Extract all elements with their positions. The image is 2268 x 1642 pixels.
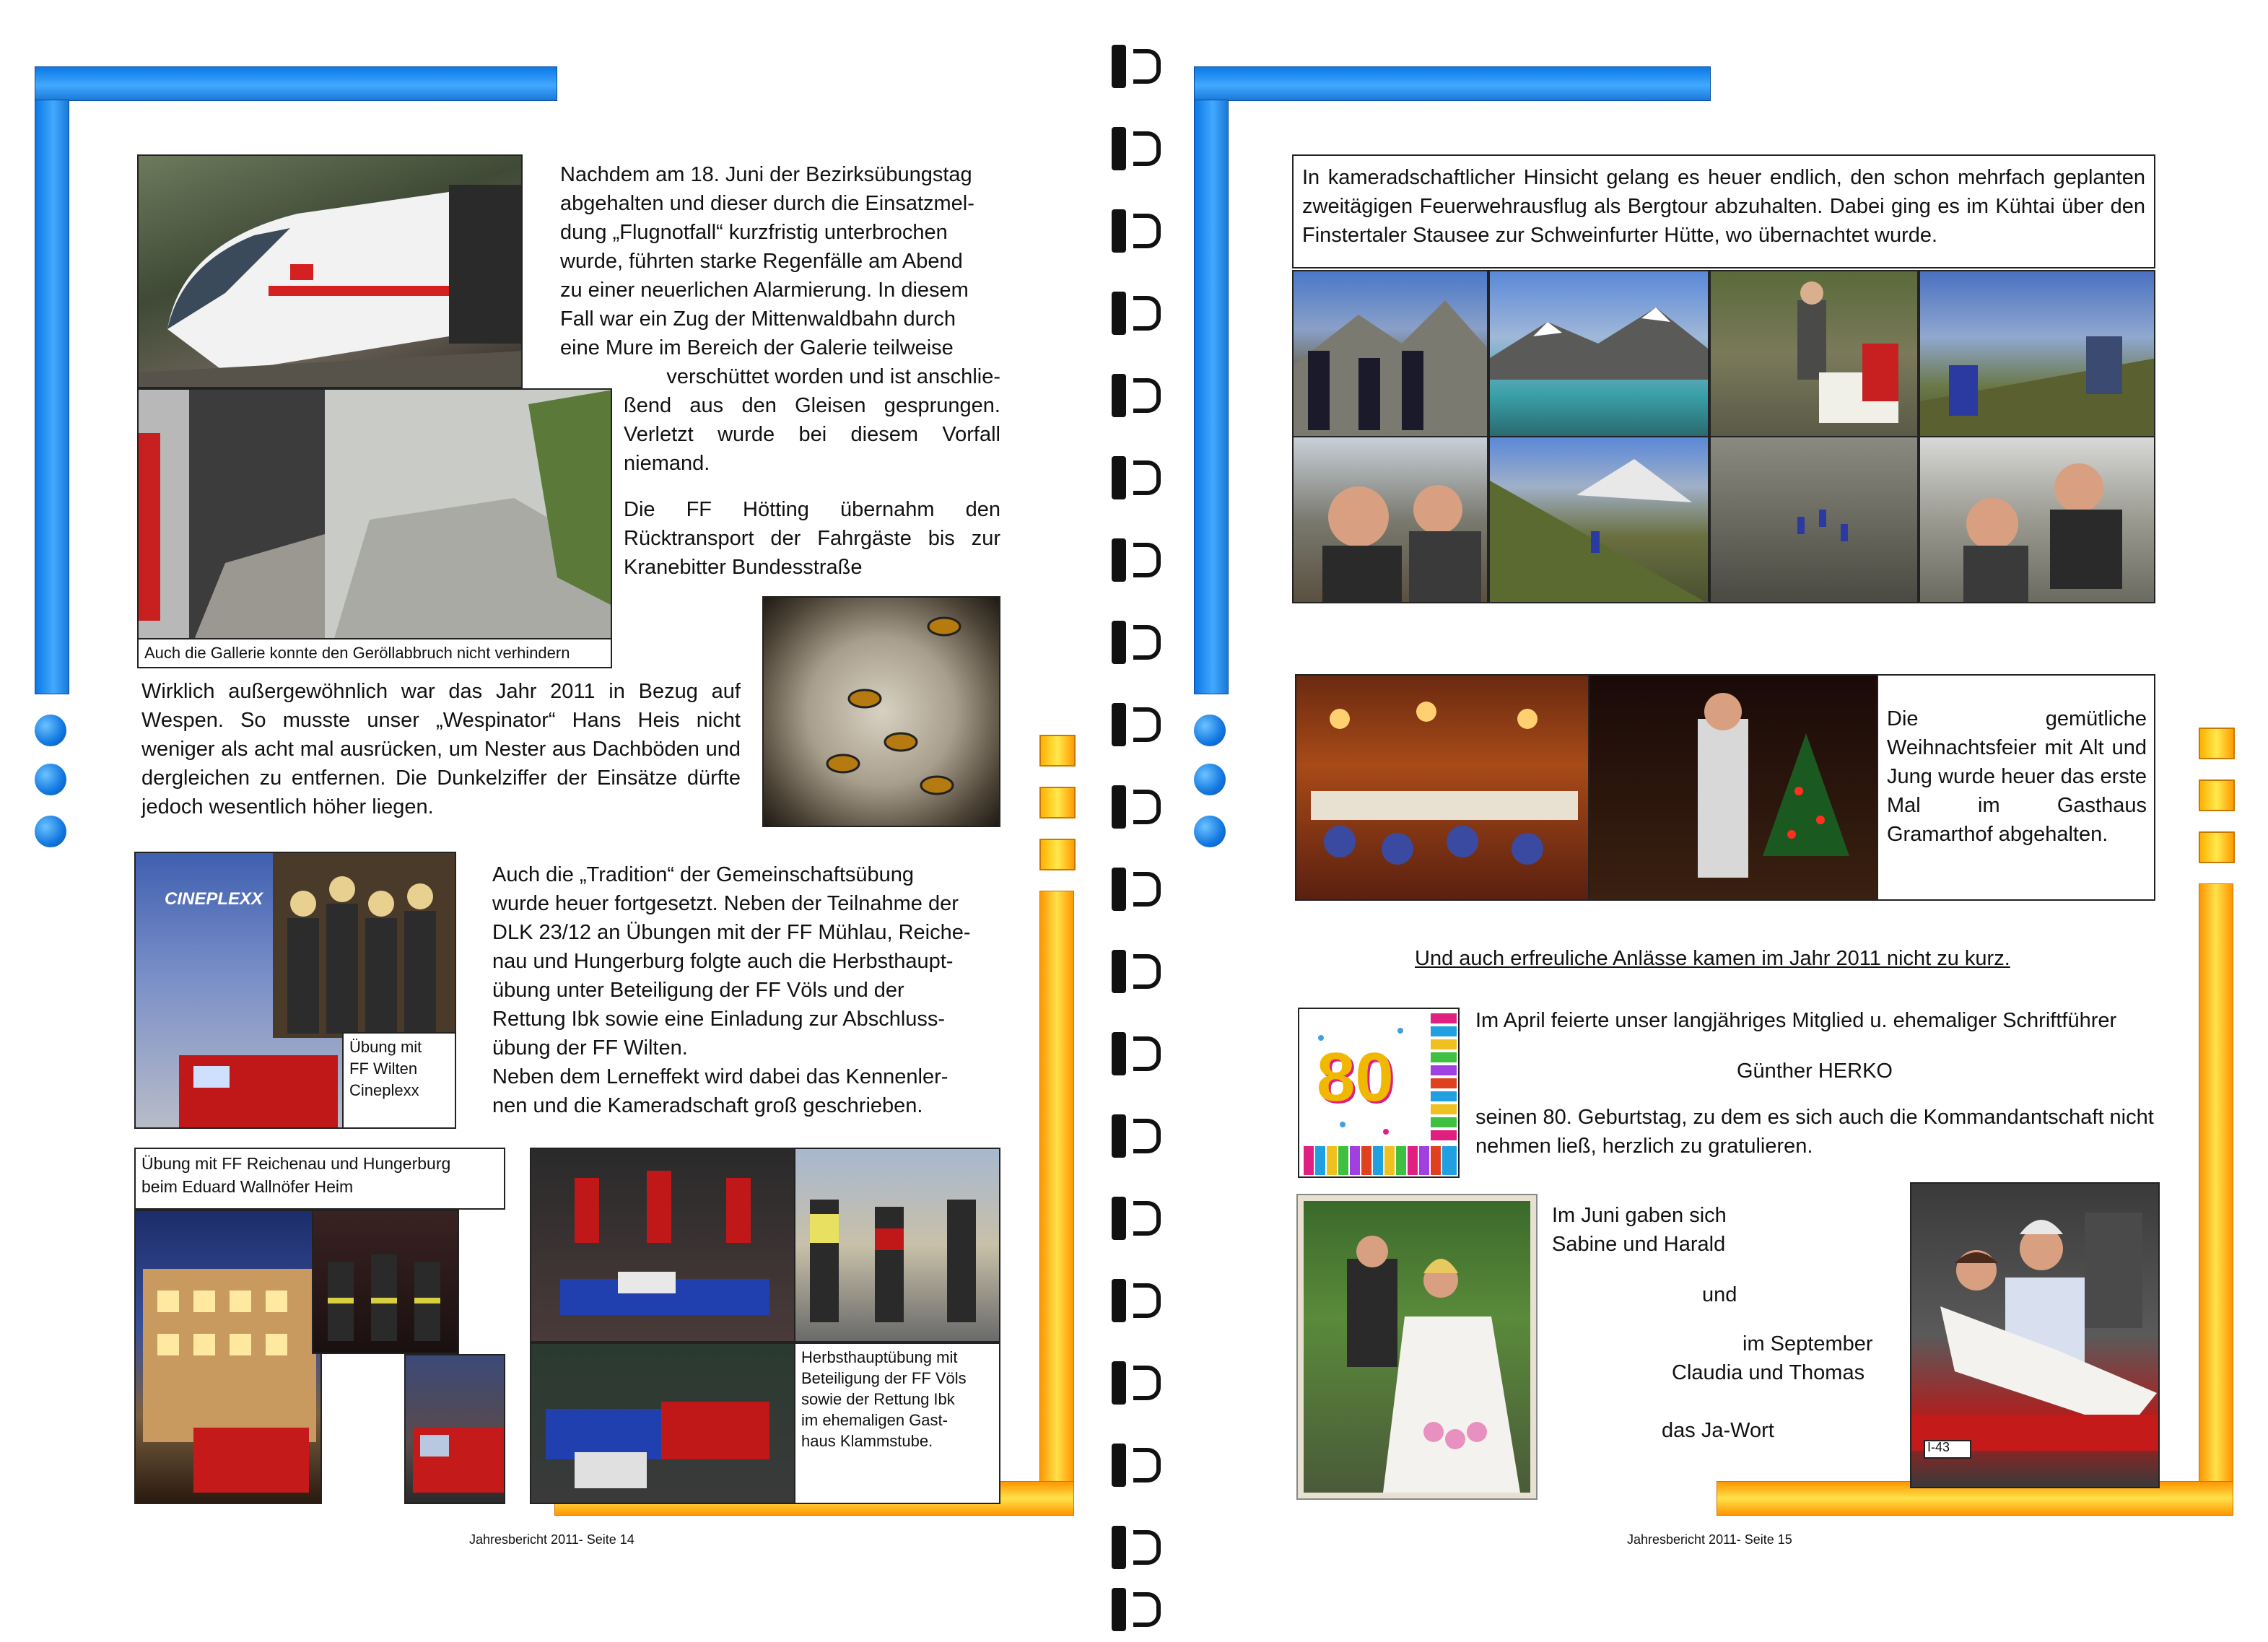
train-line: abgehalten und dieser durch die Einsatzmel- — [560, 192, 974, 215]
trip-photo-2 — [1488, 270, 1709, 437]
reichenau-photo-building — [134, 1210, 322, 1504]
scree-illustration — [1711, 437, 1919, 603]
herbst-caption — [794, 1342, 1000, 1504]
train-illustration — [139, 156, 523, 388]
tradition-line: nen und die Kameradschaft groß geschrieben. — [492, 1094, 923, 1117]
wedding-photo-sabine-harald — [1298, 1195, 1536, 1498]
wedding-final-line: das Ja-Wort — [1662, 1419, 1774, 1442]
reichenau-photo-crew — [312, 1210, 459, 1354]
trip-illustration — [1294, 271, 1488, 437]
binding-ring — [1112, 292, 1162, 335]
tradition-line: übung unter Beteiligung der FF Völs und der — [492, 979, 904, 1002]
map-reading-illustration — [1711, 271, 1919, 437]
train-line: Verletzt wurde bei diesem Vorfall — [624, 423, 1000, 446]
blue-border-top-right — [1194, 66, 1711, 101]
binding-ring — [1112, 785, 1162, 829]
christmas-text-box: Die gemütliche Weihnachtsfeier mit Alt und Jung wurde heuer das erste Mal im Gasthaus Gramarthof abgehalten. — [1877, 674, 2155, 901]
gallery-photo-caption: Auch die Gallerie konnte den Geröllabbruch nicht verhindern — [139, 638, 611, 667]
page-footer-right: Jahresbericht 2011- Seite 15 — [1627, 1532, 1792, 1547]
wasp-paragraph: Wirklich außergewöhnlich war das Jahr 2011 in Bezug auf Wespen. So musste unser „Wespinator“ Hans Heis nicht weniger als acht mal ausrücken, um Nester aus Dachböden und dergleichen zu entfernen. Die Dunkelziffer der Einsätze dürfte jedoch wesentlich höher liegen. — [141, 680, 741, 818]
blue-dot-6 — [1194, 816, 1226, 847]
train-line: dung „Flugnotfall“ kurzfristig unterbrochen — [560, 221, 948, 244]
birthday-line-1: Im April feierte unser langjähriges Mitglied u. ehemaliger Schriftführer — [1475, 1009, 2117, 1032]
binding-ring — [1112, 1361, 1162, 1405]
binding-ring — [1112, 1588, 1162, 1631]
tradition-line: wurde heuer fortgesetzt. Neben der Teilnahme der — [492, 892, 959, 915]
caption-line: beim Eduard Wallnöfer Heim — [141, 1177, 354, 1196]
binding-ring — [1112, 1279, 1162, 1322]
wedding-june-line-2: Sabine und Harald — [1552, 1233, 1726, 1256]
gallery-rubble-photo — [137, 388, 612, 668]
blue-dot-4 — [1194, 715, 1226, 746]
reichenau-caption — [134, 1148, 505, 1210]
wedding-sept-line-2: Claudia und Thomas — [1672, 1361, 1865, 1384]
reichenau-photo-truck — [404, 1354, 505, 1504]
selfie-illustration — [1294, 437, 1488, 603]
binding-ring — [1112, 209, 1162, 253]
binding-ring — [1112, 45, 1162, 88]
caption-line: haus Klammstube. — [801, 1432, 933, 1450]
caption-line: FF Wilten — [349, 1060, 418, 1078]
firefighters-illustration — [795, 1149, 1000, 1342]
caption-line: Beteiligung der FF Völs — [801, 1369, 967, 1387]
train-line: Fall war ein Zug der Mittenwaldbahn durch — [560, 307, 956, 331]
happy-events-heading: Und auch erfreuliche Anlässe kamen im Jahr 2011 nicht zu kurz. — [1415, 947, 2010, 970]
birthday-name: Günther HERKO — [1737, 1060, 1893, 1083]
binding-ring — [1112, 703, 1162, 746]
blue-dot-5 — [1194, 764, 1226, 795]
tree-illustration — [1589, 676, 1883, 901]
rubble-illustration — [139, 390, 612, 668]
tradition-line: übung der FF Wilten. — [492, 1036, 688, 1060]
birthday-line-2: seinen 80. Geburtstag, zu dem es sich auch die Kommandantschaft nicht nehmen ließ, herzlich zu gratulieren. — [1475, 1106, 2154, 1158]
wedding-photo-claudia-thomas — [1910, 1182, 2160, 1488]
rest-illustration — [1920, 437, 2155, 603]
wasps-illustration — [764, 598, 1000, 827]
yellow-square-6 — [2199, 831, 2235, 863]
yellow-border-right-page — [2199, 883, 2233, 1506]
train-line: zu einer neuerlichen Alarmierung. In diesem — [560, 279, 969, 302]
train-paragraph-top — [560, 160, 1000, 362]
binding-ring — [1112, 1526, 1162, 1569]
train-line: Nachdem am 18. Juni der Bezirksübungstag — [560, 163, 972, 186]
train-line: wurde, führten starke Regenfälle am Abend — [560, 250, 963, 273]
lake-illustration — [1490, 271, 1709, 437]
tradition-line: nau und Hungerburg folgte auch die Herbsthaupt- — [492, 950, 954, 973]
train-photo — [137, 154, 523, 388]
train-line: verschüttet worden und ist anschlie- — [666, 365, 1000, 388]
tradition-paragraph — [492, 860, 1012, 1120]
binding-ring — [1112, 950, 1162, 993]
blue-dot-3 — [35, 816, 66, 847]
blue-border-left — [35, 100, 69, 694]
hall-illustration — [1296, 676, 1589, 901]
birthday-card-80 — [1298, 1008, 1460, 1178]
wedding-june-line-1: Im Juni gaben sich — [1552, 1204, 1727, 1227]
train-line: niemand. — [624, 452, 710, 475]
trip-photo-7 — [1709, 436, 1919, 603]
binding-ring — [1112, 1197, 1162, 1240]
tradition-line: DLK 23/12 an Übungen mit der FF Mühlau, Reiche- — [492, 921, 971, 944]
birthday-card-number: 80 — [1317, 1039, 1394, 1116]
tradition-line: Rettung Ibk sowie eine Einladung zur Abschluss- — [492, 1008, 946, 1031]
binding-ring — [1112, 1444, 1162, 1487]
caption-line: sowie der Rettung Ibk — [801, 1390, 955, 1408]
herbst-photo-rescue — [530, 1148, 795, 1342]
trip-photo-1 — [1292, 270, 1488, 437]
trip-photo-8 — [1919, 436, 2155, 603]
trip-photo-3 — [1709, 270, 1919, 437]
christmas-photo-tree — [1588, 674, 1883, 901]
caption-line: Herbsthauptübung mit — [801, 1348, 958, 1366]
wedding-sept-line-1: im September — [1743, 1332, 1873, 1355]
cars-illustration — [531, 1344, 795, 1504]
train-paragraph-2: Die FF Hötting übernahm den Rücktransport der Fahrgäste bis zur Kranebitter Bundesstraße — [624, 498, 1000, 579]
yellow-square-4 — [2199, 728, 2235, 759]
train-line: eine Mure im Bereich der Galerie teilweise — [560, 336, 954, 359]
crew-illustration — [313, 1211, 459, 1354]
page-footer-left: Jahresbericht 2011- Seite 14 — [469, 1532, 634, 1547]
wedding-couple-illustration — [1304, 1201, 1530, 1493]
yellow-border-right — [1039, 891, 1074, 1513]
rescue-illustration — [531, 1149, 795, 1342]
license-plate-text: I-43 — [1927, 1440, 1950, 1454]
binding-ring — [1112, 456, 1162, 499]
herbst-photo-cars — [530, 1342, 795, 1504]
binding-ring — [1112, 1032, 1162, 1075]
binding-ring — [1112, 621, 1162, 664]
binding-ring — [1112, 868, 1162, 911]
slope-illustration — [1490, 437, 1709, 603]
truck-illustration — [406, 1355, 505, 1504]
blue-dot-1 — [35, 715, 66, 746]
yellow-square-5 — [2199, 779, 2235, 811]
trip-photo-5 — [1292, 436, 1488, 603]
wasp-nest-photo — [762, 596, 1000, 827]
yellow-square-3 — [1039, 839, 1076, 870]
train-line: ßend aus den Gleisen gesprungen. — [624, 394, 1000, 417]
blue-border-top-left — [35, 66, 557, 101]
blue-border-right-page-left — [1194, 100, 1229, 694]
building-illustration — [136, 1211, 322, 1504]
binding-ring — [1112, 538, 1162, 582]
caption-line: Cineplexx — [349, 1081, 419, 1099]
yellow-square-1 — [1039, 735, 1076, 767]
wedding-und: und — [1702, 1283, 1737, 1306]
cineplexx-logo-text: CINEPLEXX — [165, 889, 263, 909]
yellow-square-2 — [1039, 787, 1076, 818]
caption-line: Übung mit FF Reichenau und Hungerburg — [141, 1154, 451, 1173]
trip-photo-4 — [1919, 270, 2155, 437]
hiker-illustration — [1920, 271, 2155, 437]
tradition-line: Neben dem Lerneffekt wird dabei das Kennenler- — [492, 1065, 948, 1088]
binding-ring — [1112, 127, 1162, 170]
tradition-line: Auch die „Tradition“ der Gemeinschaftsübung — [492, 863, 915, 886]
train-paragraph-indented — [624, 362, 1000, 478]
caption-line: im ehemaligen Gast- — [801, 1411, 948, 1429]
christmas-photo-hall — [1295, 674, 1589, 901]
caption-line: Übung mit — [349, 1038, 422, 1056]
herbst-photo-firefighters — [794, 1148, 1000, 1342]
cineplexx-caption — [342, 1032, 456, 1129]
trip-text-box: In kameradschaftlicher Hinsicht gelang es heuer endlich, den schon mehrfach geplanten zweitägigen Feuerwehrausflug als Bergtour abzuhalten. Dabei ging es im Kühtai über den Finstertaler Stausee zur Schweinfurter Hütte, wo übernachtet wurde. — [1292, 154, 2155, 268]
trip-photo-6 — [1488, 436, 1709, 603]
binding-ring — [1112, 1114, 1162, 1158]
blue-dot-2 — [35, 764, 66, 795]
binding-ring — [1112, 374, 1162, 417]
